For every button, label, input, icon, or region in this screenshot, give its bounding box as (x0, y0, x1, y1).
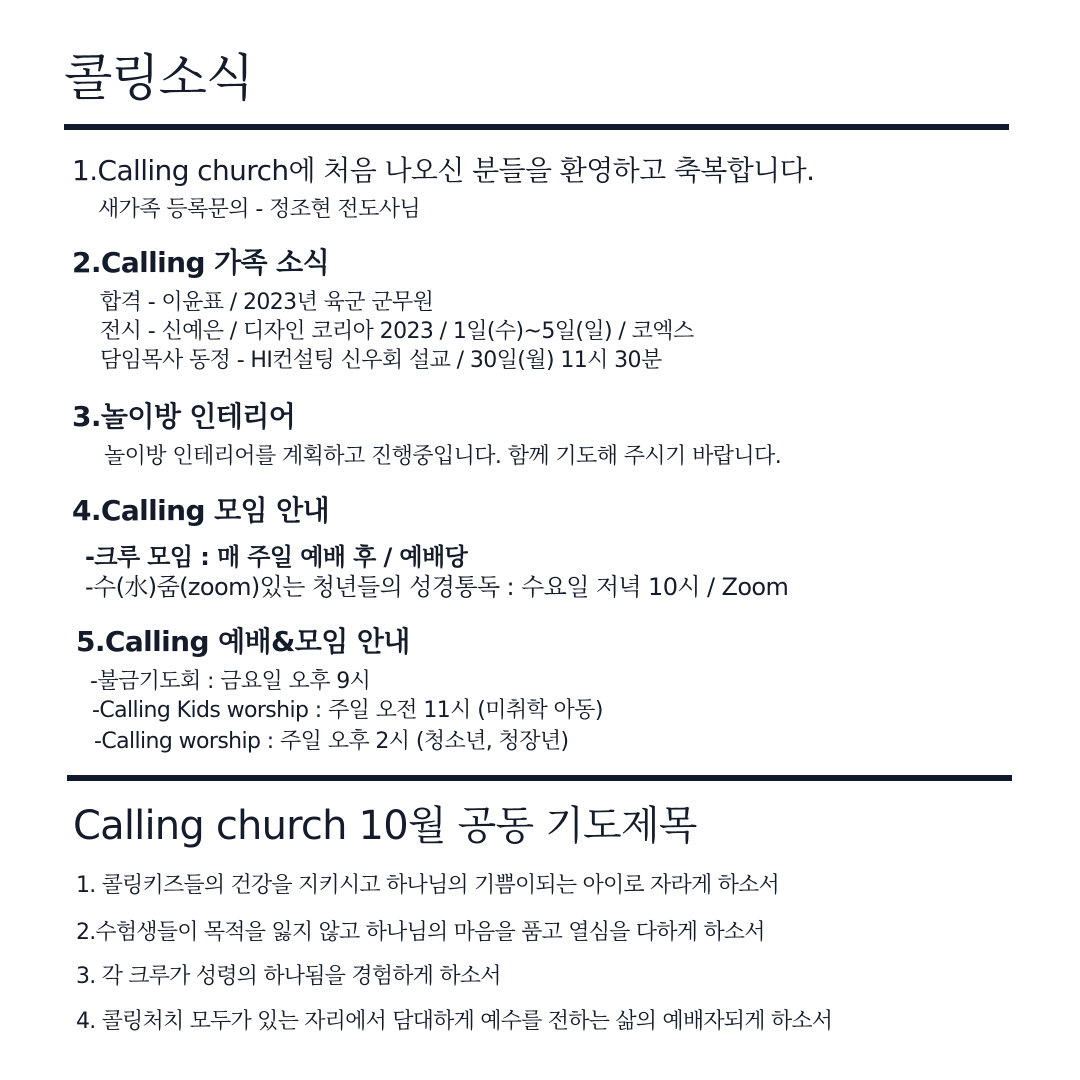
title-divider (64, 124, 1009, 130)
section-1-line-1: 새가족 등록문의 - 정조현 전도사님 (98, 197, 421, 222)
prayer-title: Calling church 10월 공동 기도제목 (73, 803, 697, 849)
section-5-line-2: -Calling Kids worship : 주일 오전 11시 (미취학 아동) (92, 698, 603, 723)
section-4-line-1: -크루 모임 : 매 주일 예배 후 / 예배당 (85, 543, 468, 571)
section-divider (67, 775, 1012, 781)
section-5-heading: 5.Calling 예배&모임 안내 (76, 625, 410, 658)
section-3-heading: 3.놀이방 인테리어 (72, 400, 296, 433)
prayer-item-1: 1. 콜링키즈들의 건강을 지키시고 하나님의 기쁨이되는 아이로 자라게 하소서 (76, 873, 779, 898)
prayer-item-4: 4. 콜링처치 모두가 있는 자리에서 담대하게 예수를 전하는 삶의 예배자되게 하소서 (76, 1009, 833, 1034)
section-5-line-3: -Calling worship : 주일 오후 2시 (청소년, 청장년) (94, 729, 569, 754)
prayer-item-3: 3. 각 크루가 성령의 하나됨을 경험하게 하소서 (76, 964, 501, 989)
section-2-line-3: 담임목사 동정 - HI컨설팅 신우회 설교 / 30일(월) 11시 30분 (100, 348, 662, 373)
prayer-item-2: 2.수험생들이 목적을 잃지 않고 하나님의 마음을 품고 열심을 다하게 하소서 (76, 920, 765, 945)
section-2-heading: 2.Calling 가족 소식 (72, 246, 330, 279)
section-3-line-1: 놀이방 인테리어를 계획하고 진행중입니다. 함께 기도해 주시기 바랍니다. (104, 444, 782, 469)
page-title: 콜링소식 (64, 49, 254, 107)
section-4-line-2: -수(水)줌(zoom)있는 청년들의 성경통독 : 수요일 저녁 10시 / Zoom (85, 573, 789, 601)
section-5-line-1: -불금기도회 : 금요일 오후 9시 (90, 669, 371, 694)
section-2-line-2: 전시 - 신예은 / 디자인 코리아 2023 / 1일(수)~5일(일) / 코엑스 (100, 319, 694, 344)
section-2-line-1: 합격 - 이윤표 / 2023년 육군 군무원 (100, 290, 434, 315)
section-1-heading: 1.Calling church에 처음 나오신 분들을 환영하고 축복합니다. (72, 154, 815, 187)
section-4-heading: 4.Calling 모임 안내 (72, 494, 330, 527)
